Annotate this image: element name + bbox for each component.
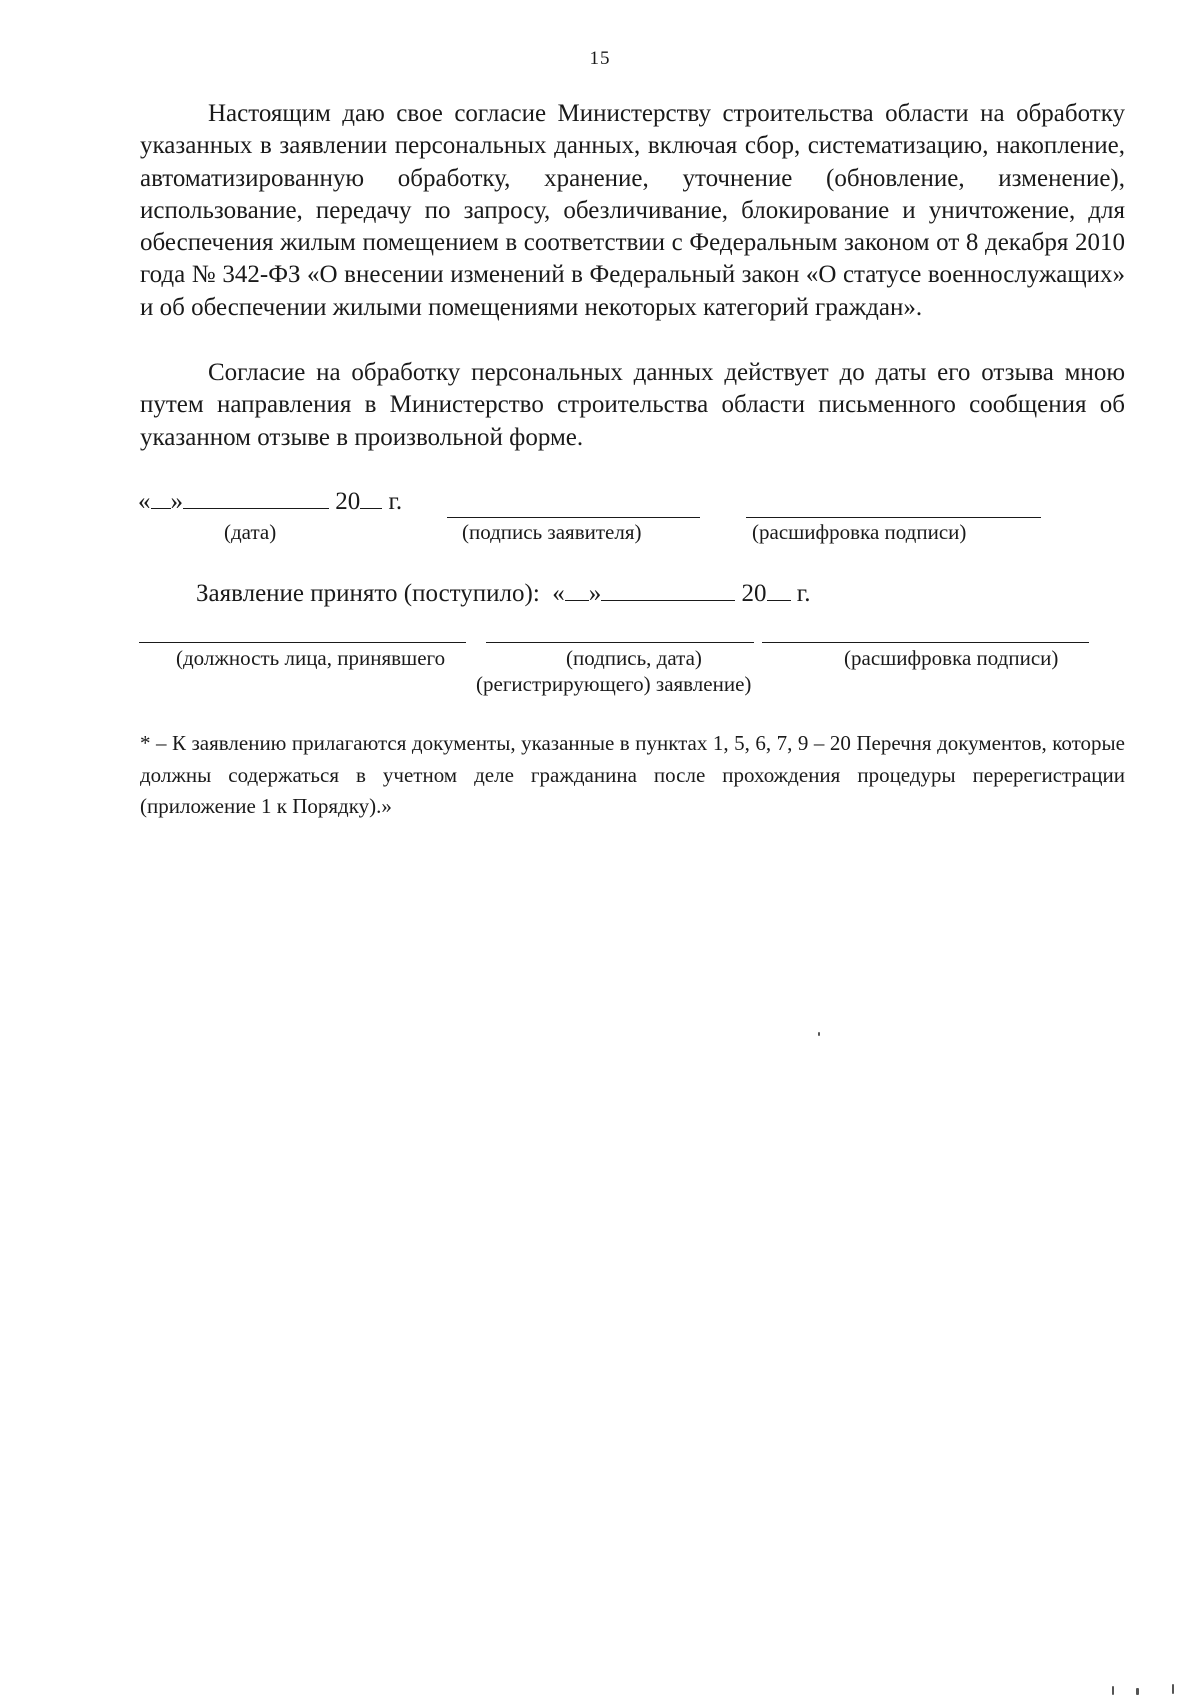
receipt-month-blank[interactable] (601, 599, 735, 601)
receipt-year-prefix: 20 (741, 580, 767, 607)
scan-speck (1136, 1688, 1139, 1695)
day-blank[interactable] (151, 507, 171, 509)
receipt-label: Заявление принято (поступило): (196, 580, 540, 607)
scan-speck (1172, 1684, 1174, 1694)
applicant-signature-blank[interactable] (447, 517, 700, 518)
receipt-year-blank[interactable] (767, 599, 791, 601)
year-blank[interactable] (360, 507, 382, 509)
consent-paragraph-1 (140, 98, 1125, 324)
footnote: * – К заявлению прилагаются документы, указанные в пунктах 1, 5, 6, 7, 9 – 20 Перечня документов, которые должны содержаться в учетном деле гражданина после прохождения процедуры перерегистрации (приложение 1 к Порядку).» (140, 731, 1125, 818)
receiver-decoding-caption: (расшифровка подписи) (844, 646, 1059, 670)
applicant-date-line (138, 488, 402, 516)
applicant-decoding-blank[interactable] (746, 517, 1041, 518)
month-blank[interactable] (183, 507, 329, 509)
receipt-day-blank[interactable] (565, 599, 589, 601)
year-suffix: г. (388, 488, 403, 515)
consent-paragraph-1-text: Настоящим даю свое согласие Министерству строительства области на обработку указанных в заявлении персональных данных, включая сбор, систематизацию, накопление, автоматизированную обработку, хранение, уточнение (обновление, изменение), использование, передачу по запросу, обезличивание, блокирование и уничтожение, для обеспечения жилым помещением в соответствии с Федеральным законом от 8 декабря 2010 года № 342-ФЗ «О внесении изменений в Федеральный закон «О статусе военнослужащих» и об обеспечении жилыми помещениями некоторых категорий граждан». (140, 100, 1125, 321)
receiver-signature-date-caption: (подпись, дата) (566, 646, 702, 670)
applicant-signature-caption: (подпись заявителя) (462, 520, 642, 544)
receiver-signature-date-blank[interactable] (486, 642, 754, 643)
receiver-position-blank[interactable] (139, 642, 466, 643)
year-prefix: 20 (335, 488, 361, 515)
scan-speck (818, 1032, 820, 1036)
receipt-quote-open: « (552, 580, 565, 607)
consent-paragraph-2 (140, 357, 1125, 454)
scan-speck (1112, 1686, 1114, 1695)
page-number: 15 (589, 48, 611, 69)
applicant-decoding-caption: (расшифровка подписи) (752, 520, 967, 544)
receiver-decoding-blank[interactable] (762, 642, 1089, 643)
date-quote-open: « (138, 488, 151, 515)
receipt-quote-close: » (588, 580, 602, 607)
receipt-year-suffix: г. (796, 580, 811, 607)
date-quote-close: » (170, 488, 183, 515)
receipt-line (196, 580, 810, 608)
receiver-position-caption-line-2: (регистрирующего) заявление) (476, 672, 752, 696)
date-caption: (дата) (224, 520, 277, 544)
receiver-position-caption: (должность лица, принявшего (176, 646, 446, 670)
consent-paragraph-2-text: Согласие на обработку персональных данных действует до даты его отзыва мною путем направления в Министерство строительства области письменного сообщения об указанном отзыве в произвольной форме. (140, 359, 1125, 451)
